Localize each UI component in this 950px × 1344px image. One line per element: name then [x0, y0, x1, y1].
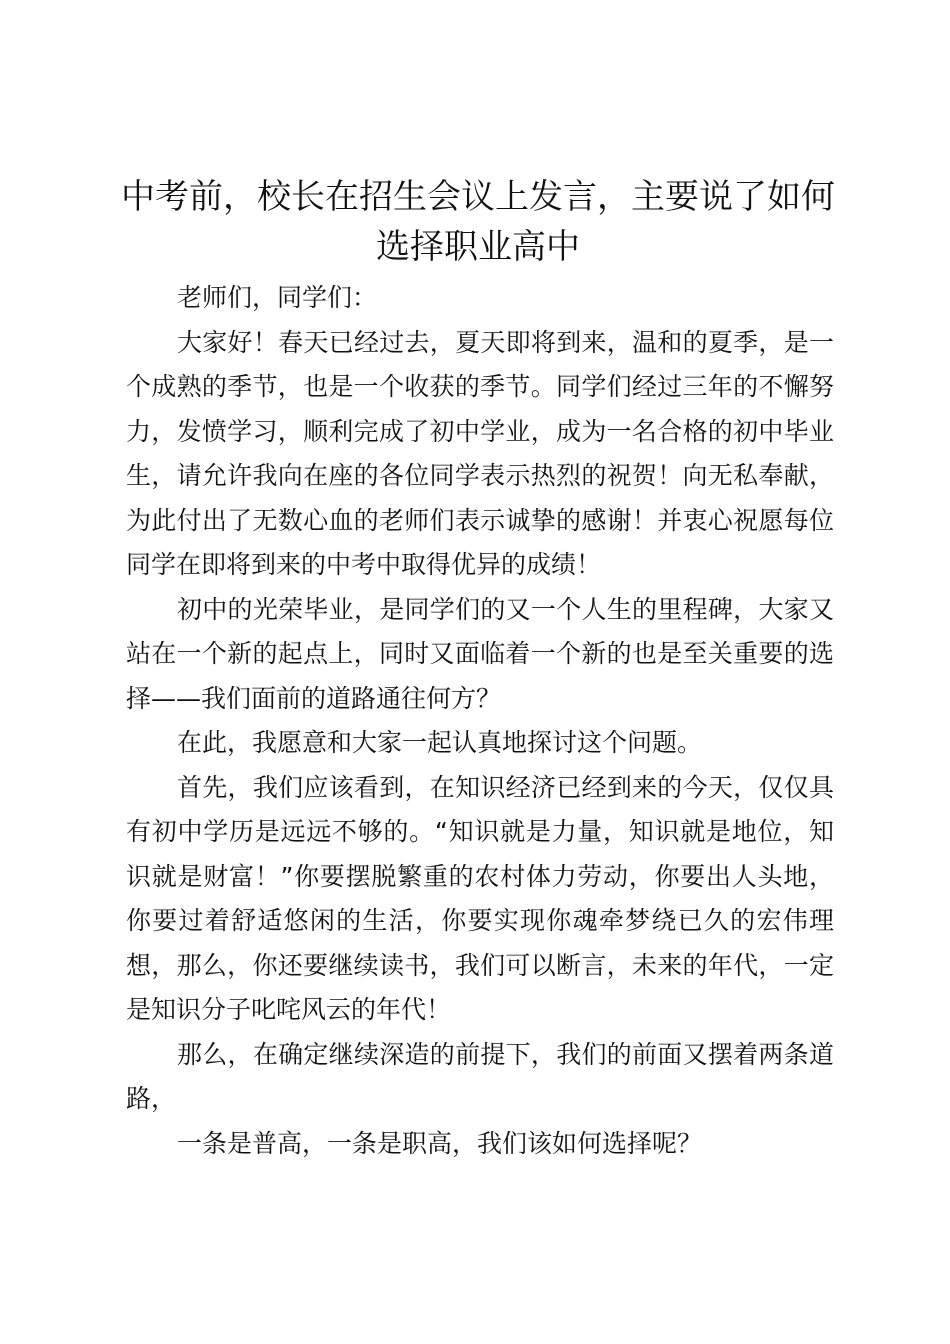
choice-question-paragraph: 一条是普高，一条是职高，我们该如何选择呢？ — [177, 1128, 703, 1158]
discussion-paragraph: 在此，我愿意和大家一起认真地探讨这个问题。 — [177, 728, 703, 757]
milestone-paragraph: 初中的光荣毕业，是同学们的又一个人生的里程碑，大家又站在一个新的起点上，同时又面临着一个新的也是至关重要的选择——我们面前的道路通往何方？ — [126, 594, 834, 713]
salutation-paragraph: 老师们，同学们： — [177, 283, 378, 312]
greeting-paragraph: 大家好！春天已经过去，夏天即将到来，温和的夏季，是一个成熟的季节，也是一个收获的季节。同学们经过三年的不懈努力，发愤学习，顺利完成了初中学业，成为一名合格的初中毕业生，请允许我向在座的各位同学表示热烈的祝贺！向无私奉献，为此付出了无数心血的老师们表示诚挚的感谢！并衷心祝愿每位同学在即将到来的中考中取得优异的成绩！ — [126, 327, 834, 579]
document-title: 中考前，校长在招生会议上发言，主要说了如何选择职业高中 — [121, 177, 835, 267]
knowledge-paragraph: 首先，我们应该看到，在知识经济已经到来的今天，仅仅具有初中学历是远远不够的。“知识就是力量，知识就是地位，知识就是财富！”你要摆脱繁重的农村体力劳动，你要出人头地，你要过着舒适悠闲的生活，你要实现你魂牵梦绕已久的宏伟理想，那么，你还要继续读书，我们可以断言，未来的年代，一定是知识分子叱咤风云的年代！ — [126, 772, 834, 1024]
document-body — [126, 276, 834, 1166]
two-paths-paragraph: 那么，在确定继续深造的前提下，我们的前面又摆着两条道路， — [126, 1039, 834, 1113]
